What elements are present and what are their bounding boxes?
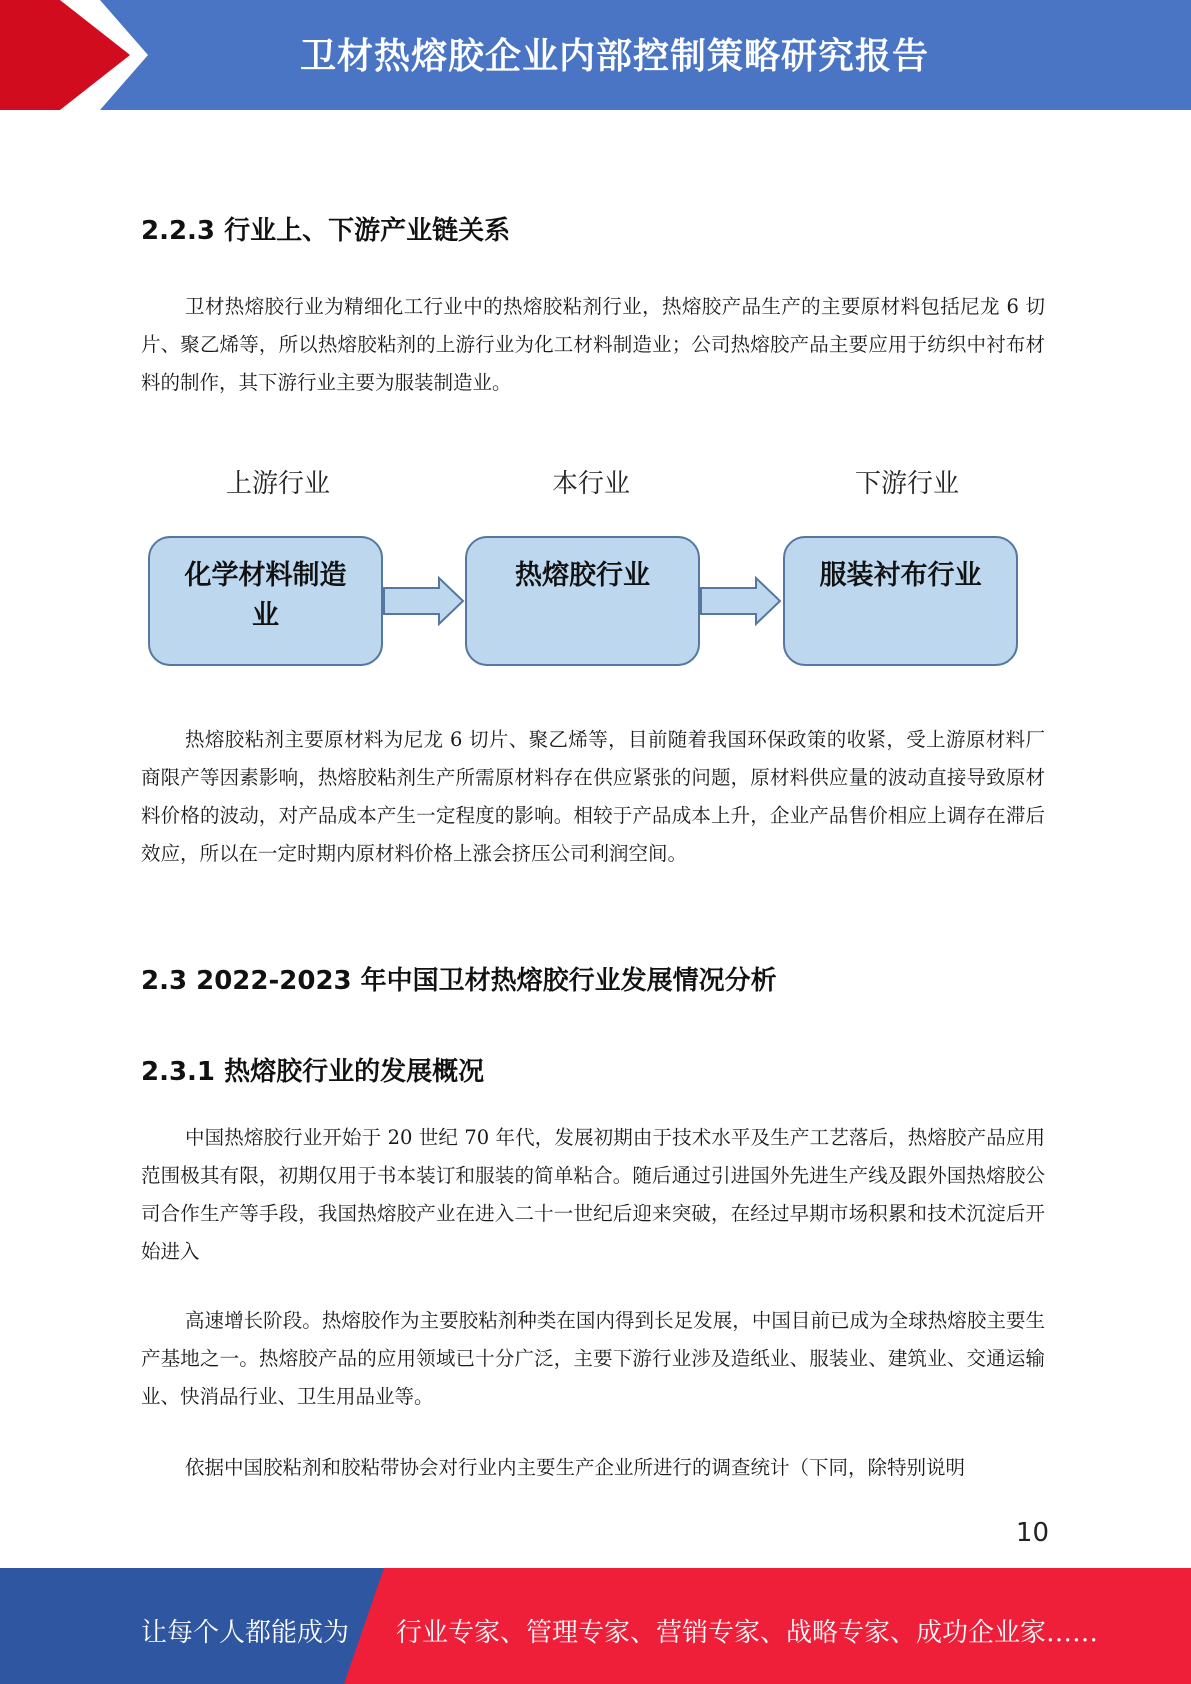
- flow-label-upstream: 上游行业: [225, 469, 330, 499]
- paragraph-rapid-growth: 高速增长阶段。热熔胶作为主要胶粘剂种类在国内得到长足发展，中国目前已成为全球热熔胶主要生产基地之一。热熔胶产品的应用领域已十分广泛，主要下游行业涉及造纸业、服装业、建筑业、交通运输业、快消品行业、卫生用品业等。: [141, 1309, 1045, 1408]
- paragraph-development-history: 中国热熔胶行业开始于 20 世纪 70 年代，发展初期由于技术水平及生产工艺落后，热熔胶产品应用范围极其有限，初期仅用于书本装订和服装的简单粘合。随后通过引进国外先进生产线及跟外国热熔胶公司合作生产等手段，我国热熔胶产业在进入二十一世纪后迎来突破，在经过早期市场积累和技术沉淀后开始进入: [141, 1126, 1045, 1263]
- flow-box-current-text: 热熔胶行业: [515, 560, 650, 591]
- paragraph-statistics: 依据中国胶粘剂和胶粘带协会对行业内主要生产企业所进行的调查统计（下同，除特别说明: [185, 1456, 966, 1479]
- flow-box-upstream: [148, 536, 383, 666]
- flow-arrow-right-icon: [700, 576, 784, 626]
- section-heading-2-3: 2.3 2022-2023 年中国卫材热熔胶行业发展情况分析: [141, 966, 777, 996]
- paragraph-industry-chain: 卫材热熔胶行业为精细化工行业中的热熔胶粘剂行业，热熔胶产品生产的主要原材料包括尼龙 6 切片、聚乙烯等，所以热熔胶粘剂的上游行业为化工材料制造业；公司热熔胶产品主要应用于纺织中衬布材料的制作，其下游行业主要为服装制造业。: [141, 295, 1045, 394]
- section-heading-2-2-3: 2.2.3 行业上、下游产业链关系: [141, 216, 511, 246]
- flow-box-current: [465, 536, 700, 666]
- page-footer: [0, 1568, 1191, 1684]
- flow-label-downstream: 下游行业: [854, 469, 959, 499]
- paragraph-raw-materials: 热熔胶粘剂主要原材料为尼龙 6 切片、聚乙烯等，目前随着我国环保政策的收紧，受上游原材料厂商限产等因素影响，热熔胶粘剂生产所需原材料存在供应紧张的问题，原材料供应量的波动直接导致原材料价格的波动，对产品成本产生一定程度的影响。相较于产品成本上升，企业产品售价相应上调存在滞后效应，所以在一定时期内原材料价格上涨会挤压公司利润空间。: [141, 728, 1045, 865]
- page-number: 10: [1015, 1518, 1049, 1548]
- report-title: 卫材热熔胶企业内部控制策略研究报告: [300, 36, 930, 77]
- flow-box-downstream-text: 服装衬布行业: [819, 560, 982, 591]
- flow-box-upstream-text: 化学材料制造业: [184, 560, 347, 631]
- section-heading-2-3-1: 2.3.1 热熔胶行业的发展概况: [141, 1057, 485, 1087]
- page-header: [0, 0, 1191, 110]
- flow-arrow-right-icon: [383, 576, 467, 626]
- flow-label-current: 本行业: [551, 469, 630, 499]
- flow-box-downstream: [783, 536, 1018, 666]
- footer-slogan-left: 让每个人都能成为: [141, 1618, 350, 1648]
- footer-slogan-right: 行业专家、管理专家、营销专家、战略专家、成功企业家……: [396, 1618, 1099, 1648]
